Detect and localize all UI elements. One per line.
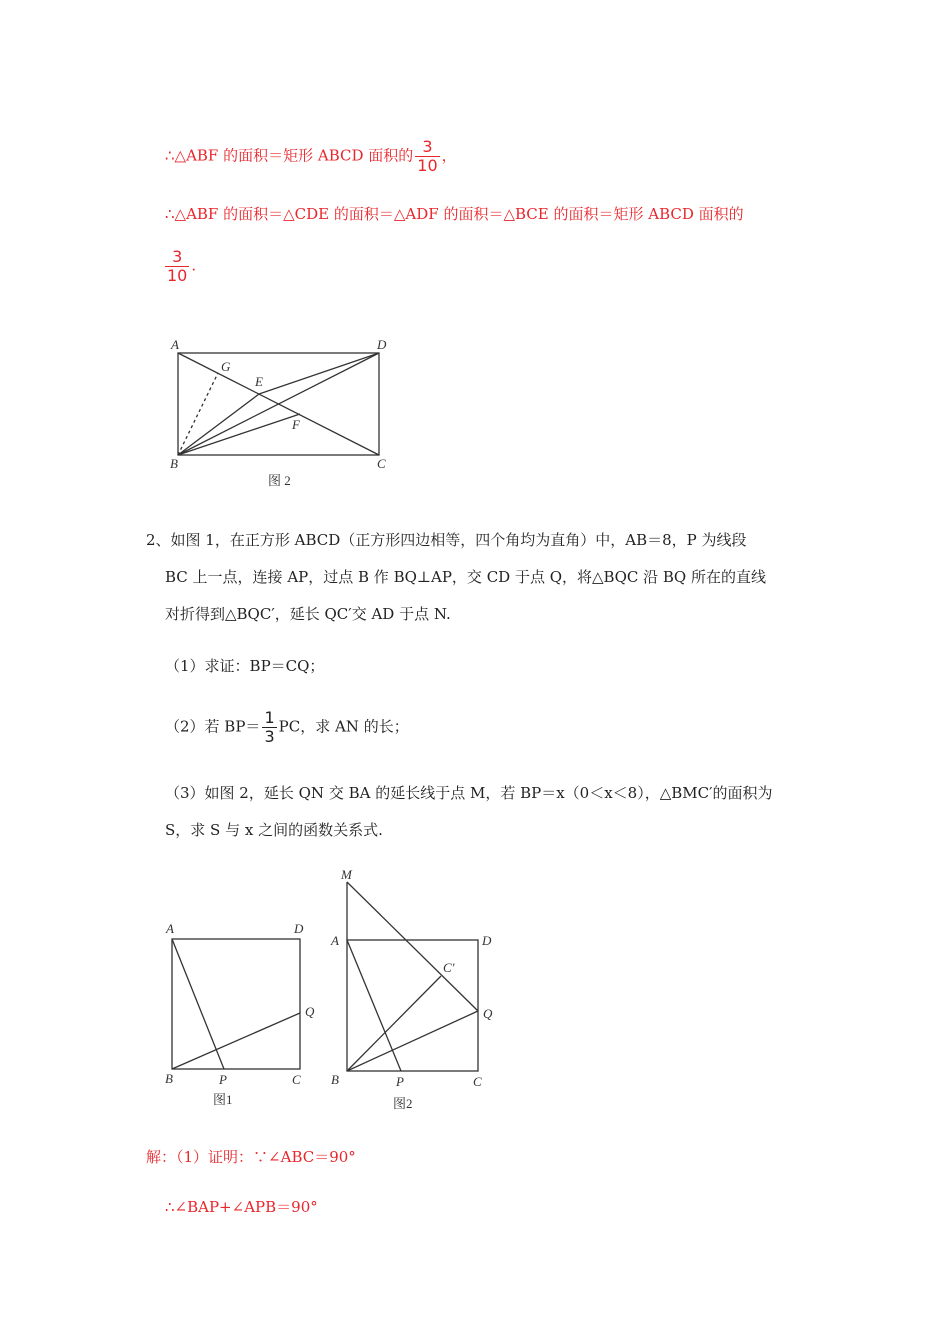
segment-bq-2 — [347, 1011, 478, 1071]
figure-caption: 图 2 — [268, 473, 291, 488]
question-2-prefix: （2）若 BP＝ — [165, 717, 261, 736]
square-abcd-1 — [172, 939, 300, 1069]
solution-2-line-1: 解：（1）证明：∵∠ABC＝90° — [146, 1148, 356, 1166]
label-e: E — [255, 374, 263, 389]
label-b: B — [170, 456, 178, 471]
fig2-label-a: A — [331, 933, 339, 948]
fraction-numerator: 1 — [264, 708, 275, 727]
problem-2-line-3: 对折得到△BQC′，延长 QC′交 AD 于点 N. — [165, 605, 451, 623]
fraction-denominator: 3 — [264, 727, 275, 746]
question-3-line-2: S，求 S 与 x 之间的函数关系式. — [165, 821, 383, 839]
question-3-line-1: （3）如图 2，延长 QN 交 BA 的延长线于点 M，若 BP＝x（0＜x＜8），△BMC′的面积为 — [165, 784, 773, 802]
figure-1-caption: 图1 — [213, 1092, 233, 1107]
fig2-label-c-prime: C′ — [443, 960, 455, 975]
fig1-label-a: A — [166, 921, 174, 936]
fraction-numerator: 3 — [415, 138, 439, 157]
label-g: G — [221, 359, 231, 374]
segment-bq-1 — [172, 1013, 300, 1069]
fig1-label-c: C — [292, 1072, 301, 1087]
fig2-label-c: C — [473, 1074, 482, 1089]
fig1-label-q: Q — [305, 1004, 315, 1019]
problem-2-line-1: 2、如图 1，在正方形 ABCD（正方形四边相等，四个角均为直角）中，AB＝8，P 为线段 — [146, 531, 747, 549]
label-d: D — [377, 337, 387, 352]
solution-2-line-2: ∴∠BAP+∠APB＝90° — [165, 1198, 318, 1216]
fig2-label-q: Q — [483, 1006, 493, 1021]
fig2-label-m: M — [341, 867, 352, 882]
question-2-suffix: PC，求 AN 的长； — [278, 717, 409, 736]
figure-2 — [347, 882, 478, 1071]
label-f: F — [292, 417, 300, 432]
solution-line-1-tail: ， — [441, 146, 457, 165]
question-1: （1）求证：BP＝CQ； — [165, 657, 325, 675]
problem-2-line-2: BC 上一点，连接 AP，过点 B 作 BQ⊥AP，交 CD 于点 Q，将△BQC 沿 BQ 所在的直线 — [165, 568, 766, 586]
figure-1 — [172, 939, 300, 1069]
fraction-denominator: 10 — [417, 156, 438, 175]
solution-line-1-text: ∴△ABF 的面积＝矩形 ABCD 面积的 — [165, 146, 414, 165]
solution-line-2: ∴△ABF 的面积＝△CDE 的面积＝△ADF 的面积＝△BCE 的面积＝矩形 ABCD 面积的 — [165, 205, 744, 223]
label-a: A — [171, 337, 179, 352]
fig2-label-d: D — [482, 933, 492, 948]
fraction-denominator: 10 — [167, 266, 188, 285]
figure-2-caption: 图2 — [393, 1096, 413, 1111]
label-c: C — [377, 456, 386, 471]
fig2-label-b: B — [331, 1072, 339, 1087]
fig2-label-p: P — [396, 1074, 404, 1089]
solution-line-3-tail: . — [191, 256, 197, 275]
segment-bc-prime — [347, 976, 441, 1071]
fraction-numerator: 3 — [165, 248, 189, 267]
fig1-label-d: D — [294, 921, 304, 936]
segment-ap-2 — [347, 940, 401, 1071]
fig1-label-p: P — [219, 1072, 227, 1087]
segment-mq — [347, 882, 478, 1011]
fig1-label-b: B — [165, 1071, 173, 1086]
